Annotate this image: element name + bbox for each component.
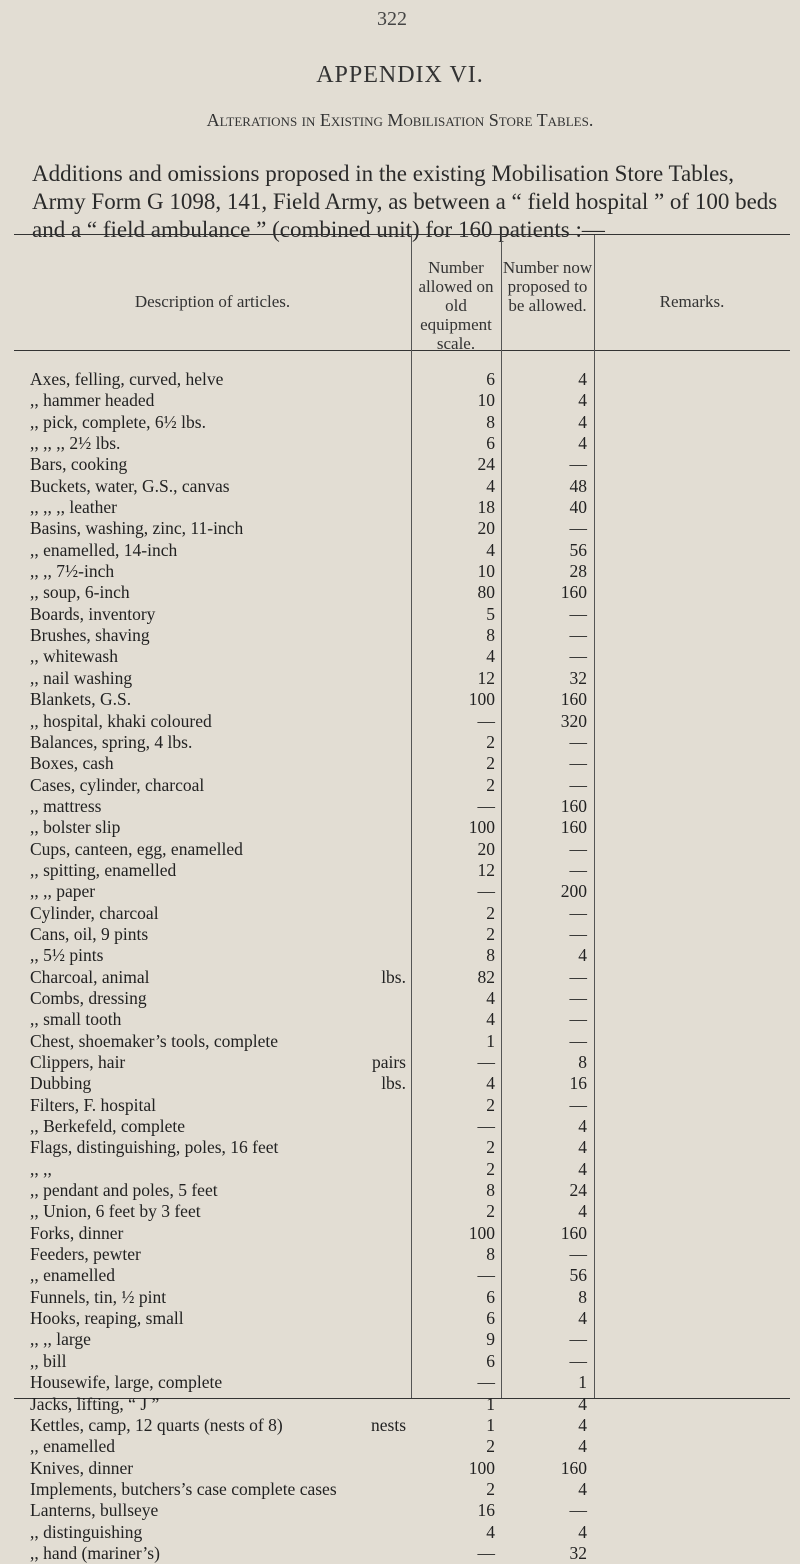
- article-description: Axes, felling, curved, helve: [30, 369, 224, 389]
- proposed-now-value: —: [569, 1094, 587, 1115]
- table-row: [0, 412, 800, 433]
- allowed-old-value: 1: [486, 1414, 495, 1435]
- allowed-old-value: 2: [486, 1436, 495, 1457]
- proposed-now-value: 4: [578, 369, 587, 389]
- allowed-old-value: 16: [477, 1500, 495, 1521]
- article-description: ,, bill: [30, 1350, 67, 1371]
- allowed-old-value: 2: [486, 1478, 495, 1499]
- table-row: [0, 1500, 800, 1521]
- article-unit: lbs.: [381, 1073, 406, 1094]
- table-row: [0, 476, 800, 497]
- allowed-old-value: 4: [486, 646, 495, 667]
- article-description: ,, ,, 7½-inch: [30, 561, 115, 582]
- article-description: ,, 5½ pints: [30, 945, 104, 966]
- table-row: [0, 646, 800, 667]
- article-description: ,, pick, complete, 6½ lbs.: [30, 411, 206, 432]
- allowed-old-value: 4: [486, 475, 495, 496]
- proposed-now-value: —: [569, 774, 587, 795]
- allowed-old-value: —: [477, 795, 495, 816]
- proposed-now-value: 160: [560, 1222, 587, 1243]
- article-description: ,, ,, ,, leather: [30, 497, 117, 518]
- article-description: ,, ,,: [30, 1158, 52, 1179]
- article-description: ,, spitting, enamelled: [30, 859, 177, 880]
- proposed-now-value: —: [569, 1030, 587, 1051]
- proposed-now-value: 4: [578, 1201, 587, 1222]
- table-row: [0, 561, 800, 582]
- allowed-old-value: 100: [468, 1222, 495, 1243]
- article-description: Funnels, tin, ½ pint: [30, 1286, 167, 1307]
- allowed-old-value: —: [477, 1052, 495, 1072]
- header-description: Description of articles.: [134, 292, 291, 311]
- proposed-now-value: 4: [578, 1521, 587, 1542]
- article-description: Buckets, water, G.S., canvas: [30, 475, 230, 496]
- article-description: ,, enamelled: [30, 1265, 116, 1286]
- article-unit: lbs.: [381, 966, 406, 987]
- allowed-old-value: 5: [486, 603, 495, 624]
- allowed-old-value: 2: [486, 1137, 495, 1158]
- proposed-now-value: 56: [569, 1265, 587, 1286]
- article-description: ,, small tooth: [30, 1009, 122, 1030]
- article-description: Knives, dinner: [30, 1457, 134, 1478]
- proposed-now-value: 160: [560, 689, 587, 710]
- article-description: Filters, F. hospital: [30, 1094, 156, 1115]
- table-row: [0, 1159, 800, 1180]
- table-row: [0, 1265, 800, 1286]
- allowed-old-value: 9: [486, 1329, 495, 1350]
- header-proposed-now: Number now proposed to be allowed.: [502, 258, 593, 315]
- allowed-old-value: 2: [486, 753, 495, 774]
- proposed-now-value: 160: [560, 582, 587, 603]
- allowed-old-value: 12: [477, 667, 495, 688]
- proposed-now-value: 4: [578, 1116, 587, 1137]
- article-description: Cans, oil, 9 pints: [30, 923, 149, 944]
- appendix-subtitle: Alterations in Existing Mobilisation Store Tables.: [206, 110, 594, 130]
- allowed-old-value: 8: [486, 625, 495, 646]
- article-description: Implements, butchers’s case complete cases: [30, 1478, 337, 1499]
- allowed-old-value: —: [477, 1116, 495, 1137]
- intro-paragraph: Additions and omissions proposed in the existing Mobilisation Store Tables, Army Form G 1098, 141, Field Army, as between a “ field hospital ” of 100 beds and a “ field ambulance ” (combined unit) for 160 patients :—: [32, 161, 778, 242]
- allowed-old-value: 4: [486, 1521, 495, 1542]
- proposed-now-value: —: [569, 923, 587, 944]
- allowed-old-value: 20: [477, 518, 495, 539]
- article-description: Forks, dinner: [30, 1222, 124, 1243]
- proposed-now-value: 4: [578, 1414, 587, 1435]
- article-description: Housewife, large, complete: [30, 1372, 223, 1393]
- table-row: [0, 1244, 800, 1265]
- proposed-now-value: 4: [578, 433, 587, 454]
- table-row: [0, 604, 800, 625]
- article-description: ,, enamelled, 14-inch: [30, 539, 178, 560]
- allowed-old-value: 2: [486, 774, 495, 795]
- article-description: ,, Berkefeld, complete: [30, 1116, 186, 1137]
- header-remarks: Remarks.: [659, 292, 725, 311]
- allowed-old-value: —: [477, 1542, 495, 1563]
- table-row: [0, 967, 800, 988]
- table-row: [0, 881, 800, 902]
- allowed-old-value: 1: [486, 1393, 495, 1414]
- allowed-old-value: 12: [477, 859, 495, 880]
- allowed-old-value: 80: [477, 582, 495, 603]
- proposed-now-value: 56: [569, 539, 587, 560]
- proposed-now-value: 4: [578, 1478, 587, 1499]
- table-row: [0, 1351, 800, 1372]
- table-row: [0, 775, 800, 796]
- table-row: [0, 1180, 800, 1201]
- proposed-now-value: —: [569, 753, 587, 774]
- proposed-now-value: —: [569, 1329, 587, 1350]
- table-row: [0, 753, 800, 774]
- proposed-now-value: 320: [560, 710, 587, 731]
- proposed-now-value: —: [569, 1009, 587, 1030]
- article-description: ,, bolster slip: [30, 817, 121, 838]
- allowed-old-value: 100: [468, 817, 495, 838]
- allowed-old-value: —: [477, 1265, 495, 1286]
- article-description: Blankets, G.S.: [30, 689, 132, 710]
- allowed-old-value: 6: [486, 369, 495, 389]
- article-description: Jacks, lifting, “ J ”: [30, 1393, 160, 1414]
- allowed-old-value: 6: [486, 1350, 495, 1371]
- proposed-now-value: 4: [578, 1137, 587, 1158]
- article-description: Cylinder, charcoal: [30, 902, 159, 923]
- proposed-now-value: —: [569, 731, 587, 752]
- proposed-now-value: —: [569, 838, 587, 859]
- table-row: [0, 1009, 800, 1030]
- table-row: [0, 1329, 800, 1350]
- proposed-now-value: 8: [578, 1052, 587, 1072]
- allowed-old-value: 2: [486, 1158, 495, 1179]
- appendix-title: APPENDIX VI.: [316, 62, 484, 88]
- article-unit: pairs: [371, 1052, 406, 1072]
- table-row: [0, 839, 800, 860]
- table-row: [0, 668, 800, 689]
- table-row: [0, 497, 800, 518]
- article-description: Brushes, shaving: [30, 625, 150, 646]
- article-description: Chest, shoemaker’s tools, complete: [30, 1030, 279, 1051]
- article-description: ,, whitewash: [30, 646, 118, 667]
- table-row: [0, 1116, 800, 1137]
- allowed-old-value: 2: [486, 1201, 495, 1222]
- proposed-now-value: 8: [578, 1286, 587, 1307]
- allowed-old-value: 8: [486, 945, 495, 966]
- table-row: [0, 924, 800, 945]
- proposed-now-value: 48: [569, 475, 587, 496]
- proposed-now-value: 160: [560, 795, 587, 816]
- proposed-now-value: 28: [569, 561, 587, 582]
- page-number: 322: [377, 8, 407, 30]
- table-row: [0, 625, 800, 646]
- article-description: Cups, canteen, egg, enamelled: [30, 838, 243, 859]
- proposed-now-value: —: [569, 625, 587, 646]
- proposed-now-value: —: [569, 454, 587, 475]
- table-row: [0, 1287, 800, 1308]
- proposed-now-value: 160: [560, 817, 587, 838]
- table-row: [0, 711, 800, 732]
- article-description: Clippers, hair: [30, 1052, 126, 1072]
- proposed-now-value: —: [569, 966, 587, 987]
- article-description: Flags, distinguishing, poles, 16 feet: [30, 1137, 279, 1158]
- table-top-rule: [14, 234, 790, 235]
- article-description: Charcoal, animal: [30, 966, 150, 987]
- article-description: Feeders, pewter: [30, 1244, 141, 1265]
- table-row: [0, 1522, 800, 1543]
- allowed-old-value: 82: [477, 966, 495, 987]
- allowed-old-value: 2: [486, 731, 495, 752]
- table-row: [0, 945, 800, 966]
- table-row: [0, 1073, 800, 1094]
- proposed-now-value: —: [569, 1350, 587, 1371]
- table-row: [0, 1415, 800, 1436]
- article-description: ,, hand (mariner’s): [30, 1542, 160, 1563]
- article-description: ,, soup, 6-inch: [30, 582, 130, 603]
- proposed-now-value: 4: [578, 1158, 587, 1179]
- table-row: [0, 1394, 800, 1415]
- table-row: [0, 988, 800, 1009]
- table-row: [0, 1223, 800, 1244]
- allowed-old-value: 2: [486, 1094, 495, 1115]
- proposed-now-value: 4: [578, 411, 587, 432]
- allowed-old-value: 6: [486, 433, 495, 454]
- allowed-old-value: 10: [477, 390, 495, 411]
- table-row: [0, 1095, 800, 1116]
- article-description: ,, ,, paper: [30, 881, 96, 902]
- allowed-old-value: 6: [486, 1286, 495, 1307]
- allowed-old-value: 6: [486, 1308, 495, 1329]
- proposed-now-value: —: [569, 646, 587, 667]
- article-unit: nests: [371, 1414, 406, 1435]
- table-row: [0, 1436, 800, 1457]
- allowed-old-value: 24: [477, 454, 495, 475]
- allowed-old-value: 2: [486, 902, 495, 923]
- proposed-now-value: 4: [578, 945, 587, 966]
- proposed-now-value: —: [569, 518, 587, 539]
- allowed-old-value: —: [477, 881, 495, 902]
- proposed-now-value: —: [569, 902, 587, 923]
- table-body: [0, 369, 800, 1564]
- article-description: ,, mattress: [30, 795, 102, 816]
- table-row: [0, 1052, 800, 1073]
- proposed-now-value: 16: [569, 1073, 587, 1094]
- table-row: [0, 1543, 800, 1564]
- article-description: ,, enamelled: [30, 1436, 116, 1457]
- proposed-now-value: 200: [560, 881, 587, 902]
- proposed-now-value: —: [569, 987, 587, 1008]
- proposed-now-value: —: [569, 1500, 587, 1521]
- proposed-now-value: —: [569, 1244, 587, 1265]
- proposed-now-value: 4: [578, 390, 587, 411]
- table-row: [0, 518, 800, 539]
- table-row: [0, 860, 800, 881]
- table-row: [0, 1308, 800, 1329]
- allowed-old-value: —: [477, 710, 495, 731]
- article-description: Combs, dressing: [30, 987, 147, 1008]
- article-description: ,, ,, large: [30, 1329, 91, 1350]
- proposed-now-value: 4: [578, 1436, 587, 1457]
- proposed-now-value: —: [569, 603, 587, 624]
- table-row: [0, 796, 800, 817]
- table-row: [0, 1137, 800, 1158]
- table-row: [0, 1372, 800, 1393]
- table-row: [0, 369, 800, 390]
- article-description: Balances, spring, 4 lbs.: [30, 731, 193, 752]
- article-description: Boxes, cash: [30, 753, 114, 774]
- article-description: Hooks, reaping, small: [30, 1308, 184, 1329]
- allowed-old-value: 100: [468, 1457, 495, 1478]
- allowed-old-value: 100: [468, 689, 495, 710]
- article-description: Cases, cylinder, charcoal: [30, 774, 205, 795]
- article-description: Boards, inventory: [30, 603, 156, 624]
- table-row: [0, 732, 800, 753]
- article-description: ,, pendant and poles, 5 feet: [30, 1180, 218, 1201]
- article-description: ,, nail washing: [30, 667, 133, 688]
- table-row: [0, 390, 800, 411]
- table-row: [0, 540, 800, 561]
- allowed-old-value: 20: [477, 838, 495, 859]
- table-header-rule: [14, 350, 790, 351]
- article-description: ,, hospital, khaki coloured: [30, 710, 212, 731]
- article-description: Basins, washing, zinc, 11-inch: [30, 518, 244, 539]
- table-row: [0, 1201, 800, 1222]
- proposed-now-value: 4: [578, 1308, 587, 1329]
- table-row: [0, 689, 800, 710]
- article-description: Kettles, camp, 12 quarts (nests of 8): [30, 1414, 283, 1435]
- allowed-old-value: —: [477, 1372, 495, 1393]
- proposed-now-value: 160: [560, 1457, 587, 1478]
- allowed-old-value: 1: [486, 1030, 495, 1051]
- proposed-now-value: 24: [569, 1180, 587, 1201]
- proposed-now-value: 4: [578, 1393, 587, 1414]
- allowed-old-value: 8: [486, 1180, 495, 1201]
- allowed-old-value: 4: [486, 1073, 495, 1094]
- article-description: ,, hammer headed: [30, 390, 155, 411]
- table-row: [0, 1031, 800, 1052]
- table-row: [0, 433, 800, 454]
- allowed-old-value: 10: [477, 561, 495, 582]
- proposed-now-value: 32: [569, 667, 587, 688]
- article-description: Bars, cooking: [30, 454, 128, 475]
- proposed-now-value: 32: [569, 1542, 587, 1563]
- proposed-now-value: 40: [569, 497, 587, 518]
- table-row: [0, 903, 800, 924]
- proposed-now-value: —: [569, 859, 587, 880]
- allowed-old-value: 8: [486, 411, 495, 432]
- header-allowed-old: Number allowed on old equipment scale.: [418, 258, 494, 353]
- allowed-old-value: 4: [486, 1009, 495, 1030]
- article-description: ,, Union, 6 feet by 3 feet: [30, 1201, 201, 1222]
- article-description: Dubbing: [30, 1073, 92, 1094]
- table-row: [0, 817, 800, 838]
- allowed-old-value: 2: [486, 923, 495, 944]
- article-description: ,, ,, ,, 2½ lbs.: [30, 433, 121, 454]
- table-row: [0, 1479, 800, 1500]
- article-description: ,, distinguishing: [30, 1521, 143, 1542]
- allowed-old-value: 4: [486, 987, 495, 1008]
- proposed-now-value: 1: [578, 1372, 587, 1393]
- allowed-old-value: 8: [486, 1244, 495, 1265]
- table-row: [0, 582, 800, 603]
- table-row: [0, 454, 800, 475]
- allowed-old-value: 4: [486, 539, 495, 560]
- table-row: [0, 1458, 800, 1479]
- article-description: Lanterns, bullseye: [30, 1500, 159, 1521]
- allowed-old-value: 18: [477, 497, 495, 518]
